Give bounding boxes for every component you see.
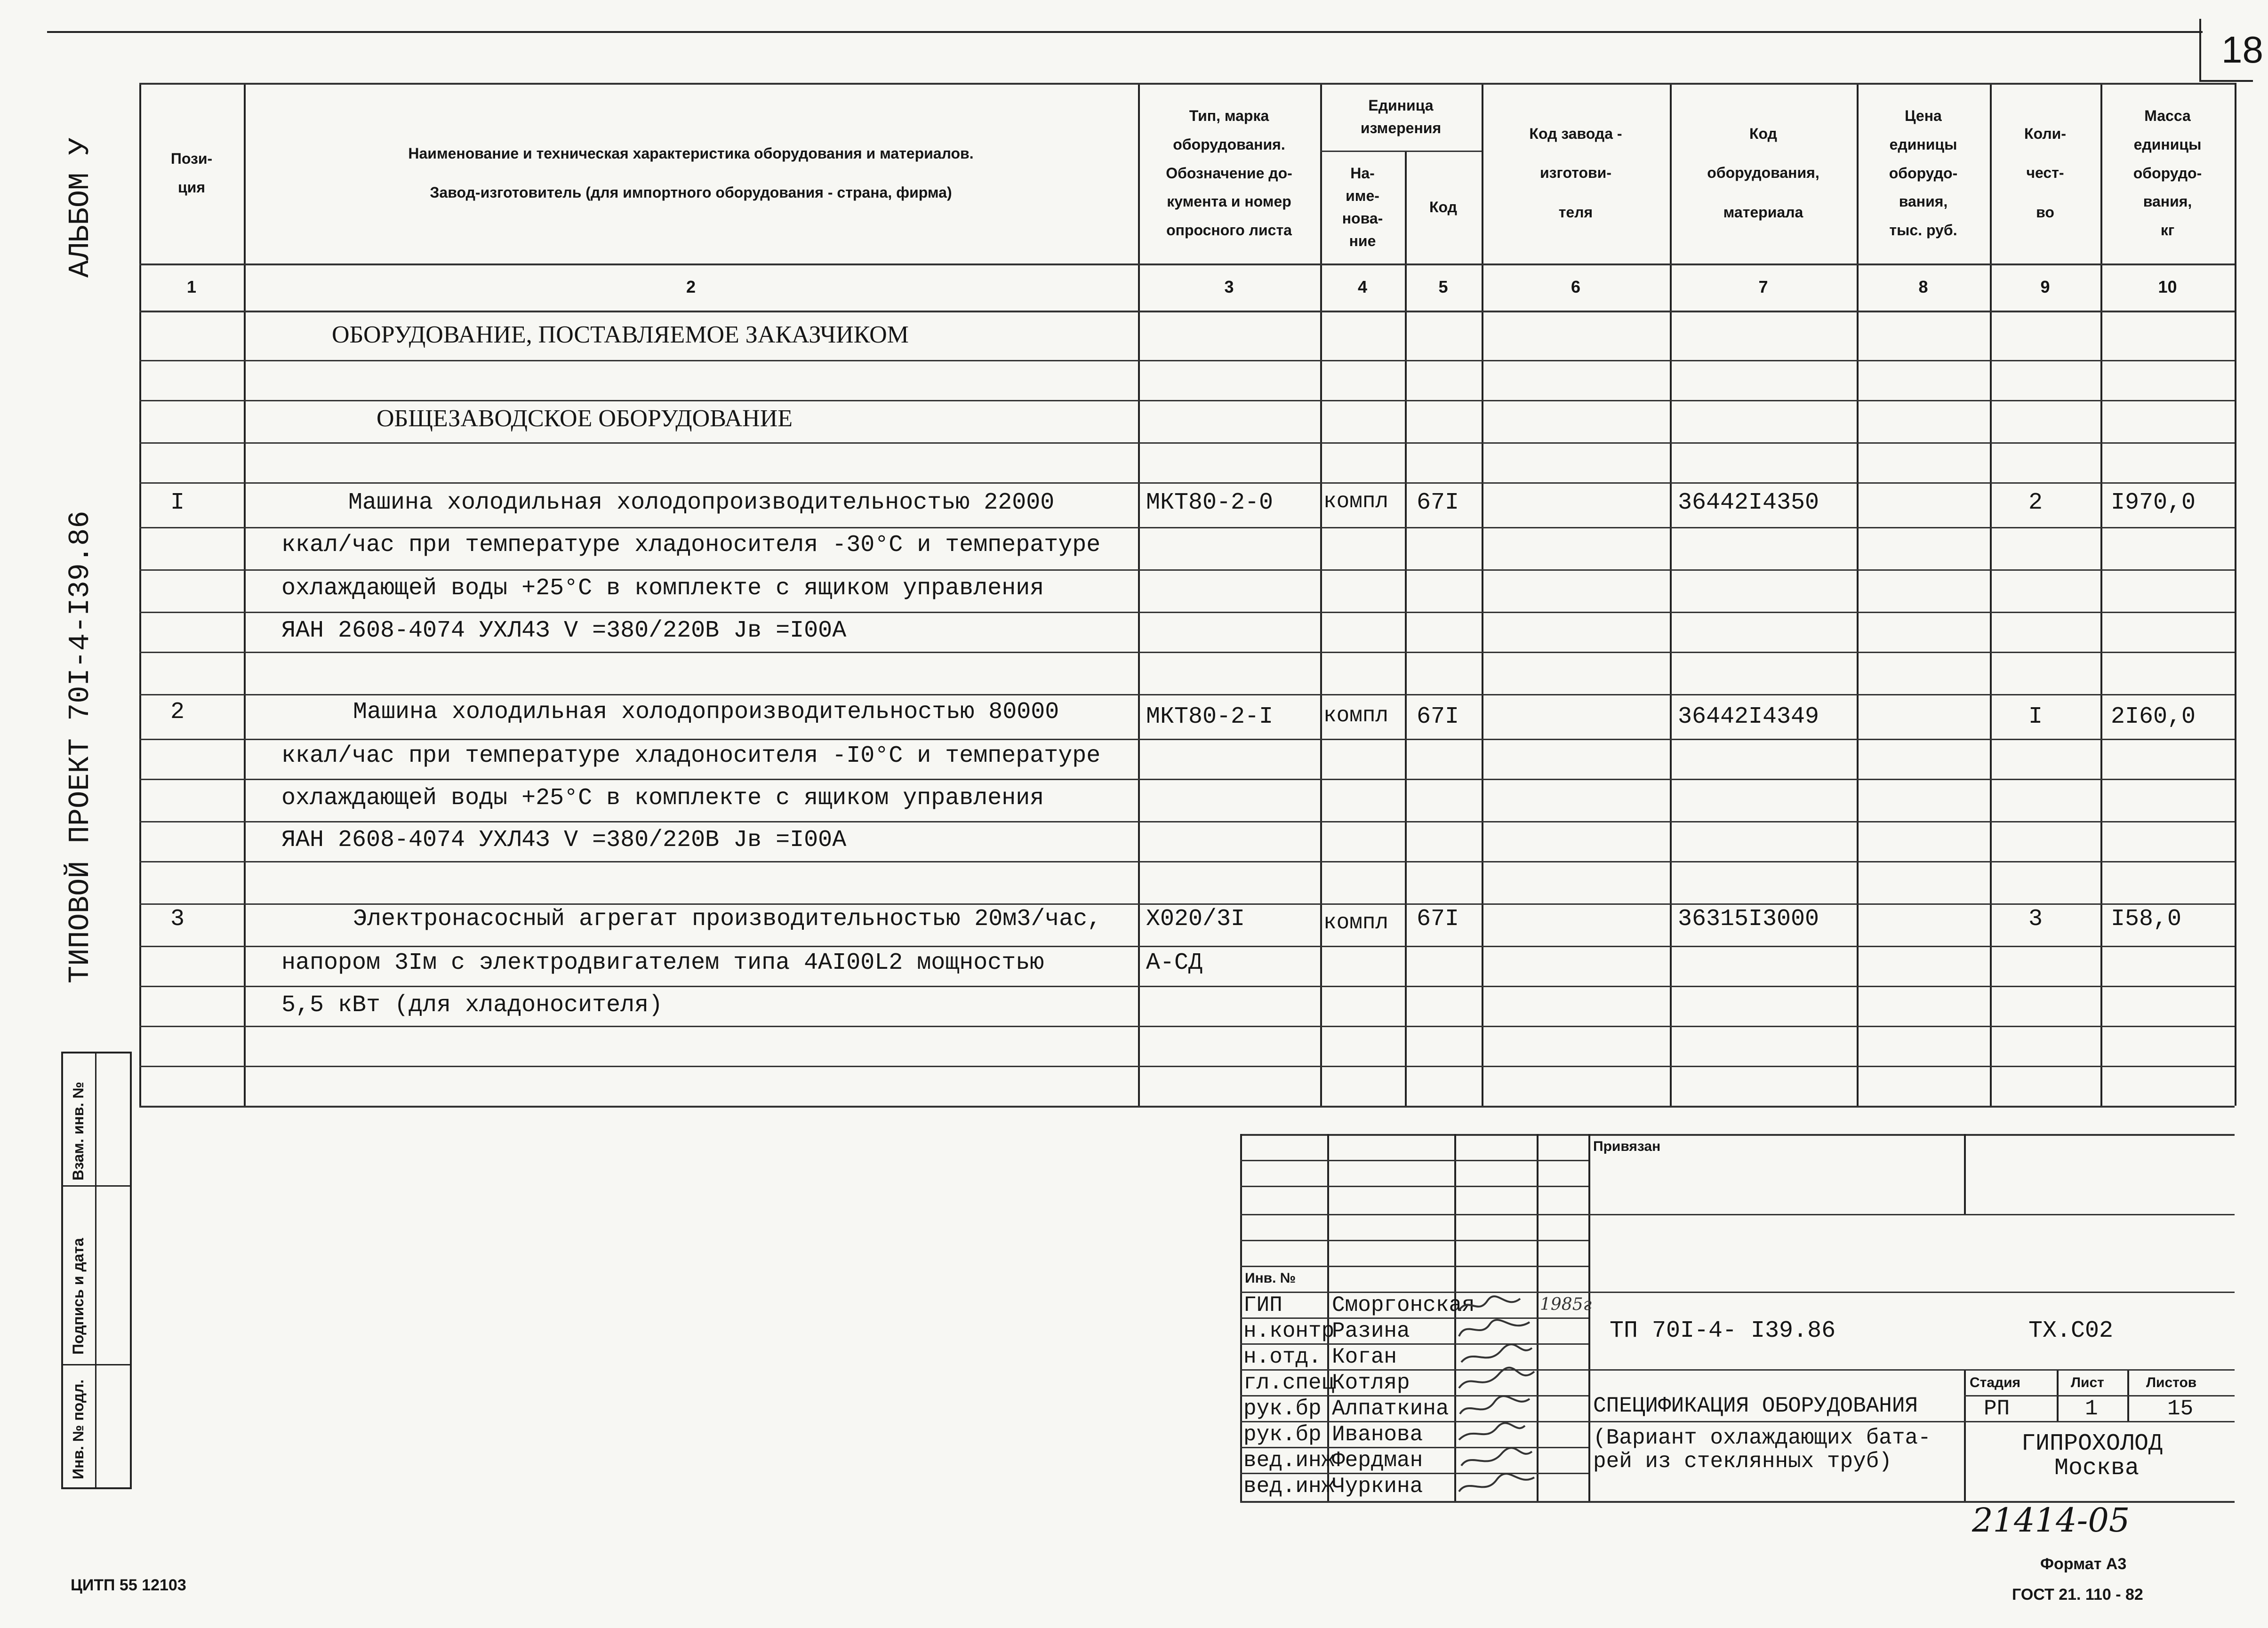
item-type-line2: А-СД [1146, 950, 1203, 976]
item-position: 3 [170, 906, 185, 933]
signature-name: Фердман [1332, 1448, 1423, 1473]
item-type: МКТ80-2-0 [1146, 489, 1274, 516]
organization-city: Москва [2054, 1455, 2140, 1482]
header-unit-mass: Масса единицы оборудо- вания, кг [2133, 107, 2202, 239]
item-position: 2 [170, 699, 185, 726]
document-title-line: рей из стеклянных труб) [1593, 1449, 1892, 1474]
signature-name: Коган [1332, 1345, 1397, 1369]
signature-name: Котляр [1332, 1371, 1410, 1395]
sheets-value: 15 [2167, 1397, 2194, 1421]
signature-role: н.отд. [1243, 1345, 1322, 1369]
top-rule [47, 31, 2203, 33]
header-quantity: Коли- чест- во [2024, 125, 2066, 221]
stamp-label-inv-podl: Инв. № подл. [70, 1379, 87, 1479]
format-label: Формат А3 [2040, 1555, 2127, 1573]
item-mass: 2I60,0 [2111, 703, 2196, 730]
item-unit: компл [1323, 703, 1389, 728]
item-position: I [170, 489, 185, 516]
item-unit: компл [1323, 489, 1389, 514]
item-description-line: Машина холодильная холодопроизводительностью 22000 [348, 489, 1055, 516]
binding-stamp-box [61, 1052, 132, 1489]
section-heading-general: ОБЩЕЗАВОДСКОЕ ОБОРУДОВАНИЕ [377, 405, 793, 432]
column-number: 7 [1758, 277, 1768, 296]
signature-name: Иванова [1332, 1422, 1423, 1447]
header-unit-group: Единица измерения [1360, 97, 1442, 136]
privyazan-label: Привязан [1593, 1139, 1661, 1154]
item-equipment-code: 36315I3000 [1678, 906, 1819, 933]
signature-role: н.контр [1243, 1319, 1335, 1343]
sheets-label: Листов [2146, 1375, 2197, 1390]
item-unit-code: 67I [1417, 703, 1459, 730]
stage-value: РП [1984, 1397, 2010, 1421]
document-title: СПЕЦИФИКАЦИЯ ОБОРУДОВАНИЯ [1593, 1394, 1918, 1418]
signature-name: Чуркина [1332, 1474, 1423, 1499]
header-type: Тип, марка оборудования. Обозначение до- кумента и номер опросного листа [1166, 107, 1292, 239]
sheet-code: ТХ.С02 [2028, 1317, 2114, 1344]
item-description-line: ЯАН 2608-4074 УХЛ4З V =380/220В Jв =I00А [281, 827, 847, 854]
header-unit-name: На- име- нова- ние [1342, 165, 1383, 249]
item-description-line: 5,5 кВт (для хладоносителя) [281, 992, 663, 1019]
album-label: АЛЬБОМ У [64, 137, 97, 278]
header-position: Пози- ция [170, 150, 213, 196]
column-number: 4 [1357, 277, 1368, 296]
document-code: ТП 70I-4- I39.86 [1610, 1317, 1836, 1344]
item-description-line: охлаждающей воды +25°С в комплекте с ящиком управления [281, 575, 1044, 602]
item-quantity: 2 [2028, 489, 2043, 516]
header-name: Наименование и техническая характеристика оборудования и материалов. Завод-изготовитель (для импортного оборудования - страна, фирма) [408, 144, 974, 201]
item-unit-code: 67I [1417, 489, 1459, 516]
item-quantity: I [2028, 703, 2043, 730]
print-mark: ЦИТП 55 12103 [71, 1576, 186, 1594]
signature-scribbles [1454, 1292, 1537, 1501]
gost-label: ГОСТ 21. 110 - 82 [2012, 1586, 2143, 1604]
header-unit-price: Цена единицы оборудо- вания, тыс. руб. [1889, 107, 1958, 239]
column-number: 8 [1918, 277, 1928, 296]
item-description-line: напором 3Iм с электродвигателем типа 4АI00L2 мощностью [281, 950, 1044, 976]
stage-label: Стадия [1970, 1375, 2021, 1390]
item-equipment-code: 36442I4350 [1678, 489, 1819, 516]
signature-role: вед.инж [1243, 1448, 1335, 1473]
signature-role: вед.инж [1243, 1474, 1335, 1499]
column-number: 6 [1571, 277, 1581, 296]
signature-role: ГИП [1243, 1293, 1282, 1317]
project-label: ТИПОВОЙ ПРОЕКТ 70I-4-I39.86 [64, 511, 97, 983]
signature-date: 1985г [1540, 1295, 1592, 1314]
header-equipment-code: Код оборудования, материала [1707, 125, 1819, 221]
item-unit: компл [1323, 910, 1389, 935]
item-description-line: ЯАН 2608-4074 УХЛ4З V =380/220В Jв =I00А [281, 617, 847, 644]
column-number: 5 [1438, 277, 1448, 296]
signature-name: Разина [1332, 1319, 1410, 1343]
item-type: Х020/3I [1146, 906, 1245, 933]
sheet-label: Лист [2071, 1375, 2104, 1390]
item-mass: I58,0 [2111, 906, 2182, 933]
item-mass: I970,0 [2111, 489, 2196, 516]
item-description-line: охлаждающей воды +25°С в комплекте с ящиком управления [281, 785, 1044, 812]
column-number: 9 [2040, 277, 2050, 296]
page-number: 18 [2221, 29, 2263, 71]
sheet-value: 1 [2085, 1397, 2098, 1421]
item-unit-code: 67I [1417, 906, 1459, 933]
stamp-label-signature-date: Подпись и дата [70, 1238, 87, 1355]
header-unit-code: Код [1429, 198, 1457, 215]
column-number: 10 [2158, 277, 2177, 296]
header-factory-code: Код завода - изготови- теля [1529, 125, 1622, 221]
inv-no-label: Инв. № [1245, 1270, 1296, 1286]
column-number: 2 [686, 277, 696, 296]
item-type: МКТ80-2-I [1146, 703, 1274, 730]
organization-name: ГИПРОХОЛОД [2021, 1430, 2163, 1457]
item-description-line: ккал/час при температуре хладоносителя -I0°С и температуре [281, 742, 1101, 769]
item-description-line: ккал/час при температуре хладоносителя -30°С и температуре [281, 532, 1101, 559]
item-quantity: 3 [2028, 906, 2043, 933]
item-description-line: Электронасосный агрегат производительностью 20м3/час, [353, 906, 1102, 933]
column-number: 1 [186, 277, 197, 296]
signature-name: Алпаткина [1332, 1397, 1449, 1421]
document-title-line: (Вариант охлаждающих бата- [1593, 1426, 1931, 1450]
stamp-label-vzam-inv: Взам. инв. № [70, 1082, 87, 1181]
handwritten-number: 21414-05 [1972, 1501, 2130, 1540]
signature-name: Сморгонская [1332, 1293, 1475, 1317]
signature-role: гл.спец [1243, 1371, 1335, 1395]
item-description-line: Машина холодильная холодопроизводительностью 80000 [353, 699, 1059, 726]
item-equipment-code: 36442I4349 [1678, 703, 1819, 730]
column-number: 3 [1224, 277, 1234, 296]
section-heading-supplied: ОБОРУДОВАНИЕ, ПОСТАВЛЯЕМОЕ ЗАКАЗЧИКОМ [332, 321, 909, 348]
signature-role: рук.бр [1243, 1422, 1322, 1447]
signature-role: рук.бр [1243, 1397, 1322, 1421]
